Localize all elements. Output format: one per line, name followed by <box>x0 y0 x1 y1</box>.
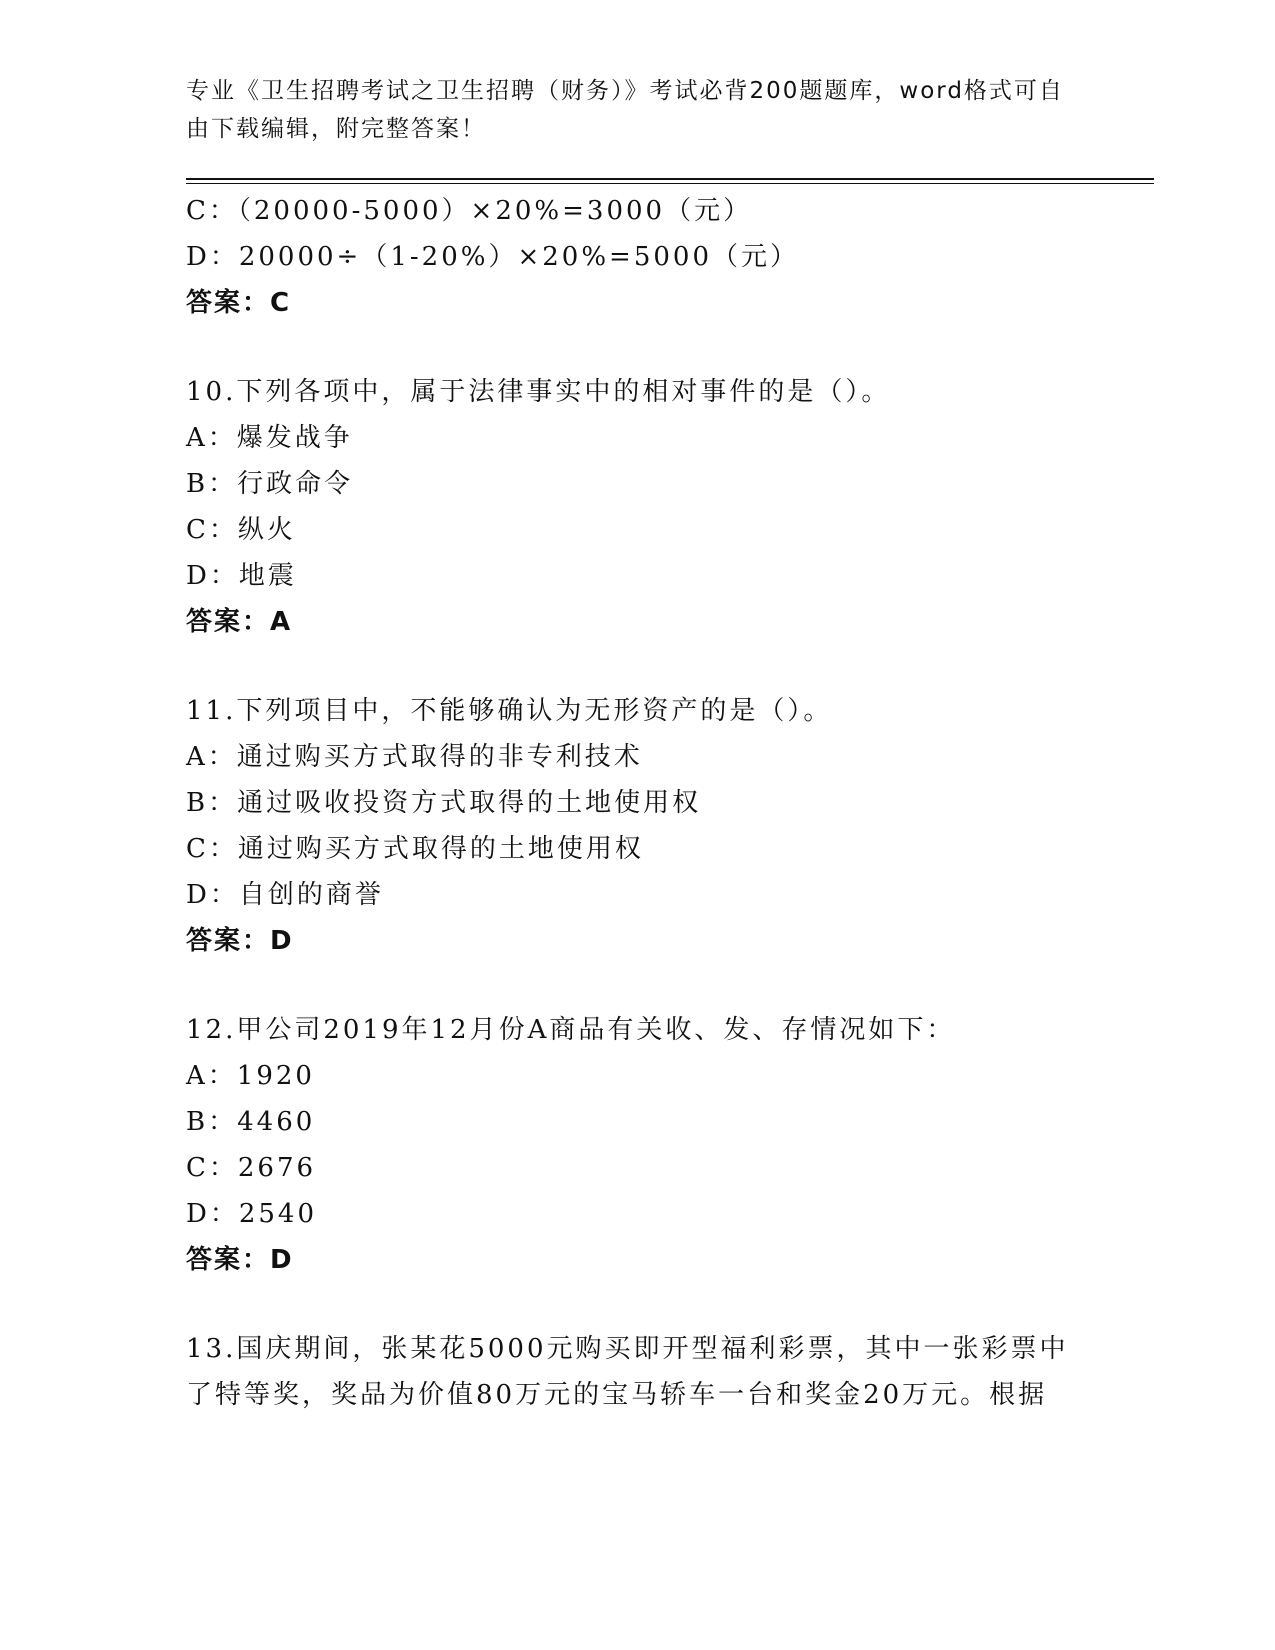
q10-option-a: A：爆发战争 <box>186 423 353 453</box>
q11-option-c: C：通过购买方式取得的土地使用权 <box>186 834 644 864</box>
q9-option-c: C：（20000-5000）×20%=3000（元） <box>186 196 753 226</box>
header-divider-thick <box>186 178 1154 180</box>
q13-question-line-2: 了特等奖，奖品为价值80万元的宝马轿车一台和奖金20万元。根据 <box>186 1380 1048 1410</box>
q10-option-b: B：行政命令 <box>186 469 354 499</box>
q13-question-line-1: 13.国庆期间，张某花5000元购买即开型福利彩票，其中一张彩票中 <box>186 1334 1069 1364</box>
q9-answer: 答案：C <box>186 288 292 318</box>
q12-question: 12.甲公司2019年12月份A商品有关收、发、存情况如下： <box>186 1015 956 1045</box>
q11-option-d: D：自创的商誉 <box>186 880 384 910</box>
header-divider-thin <box>186 183 1154 184</box>
q12-option-a: A：1920 <box>186 1061 315 1091</box>
q10-question: 10.下列各项中，属于法律事实中的相对事件的是（）。 <box>186 377 891 407</box>
q11-question: 11.下列项目中，不能够确认为无形资产的是（）。 <box>186 696 833 726</box>
q11-option-b: B：通过吸收投资方式取得的土地使用权 <box>186 788 702 818</box>
q10-answer: 答案：A <box>186 607 293 637</box>
document-header: 专业《卫生招聘考试之卫生招聘（财务）》考试必背200题题库，word格式可自由下载编辑，附完整答案！ <box>186 78 1064 142</box>
q11-option-a: A：通过购买方式取得的非专利技术 <box>186 742 643 772</box>
q11-answer: 答案：D <box>186 926 294 956</box>
q12-option-d: D：2540 <box>186 1199 318 1229</box>
q10-option-d: D：地震 <box>186 561 297 591</box>
q12-option-c: C：2676 <box>186 1153 317 1183</box>
q9-option-d: D：20000÷（1-20%）×20%=5000（元） <box>186 242 799 272</box>
question-content <box>186 188 1086 1418</box>
q10-option-c: C：纵火 <box>186 515 296 545</box>
q12-option-b: B：4460 <box>186 1107 316 1137</box>
q12-answer: 答案：D <box>186 1245 294 1275</box>
